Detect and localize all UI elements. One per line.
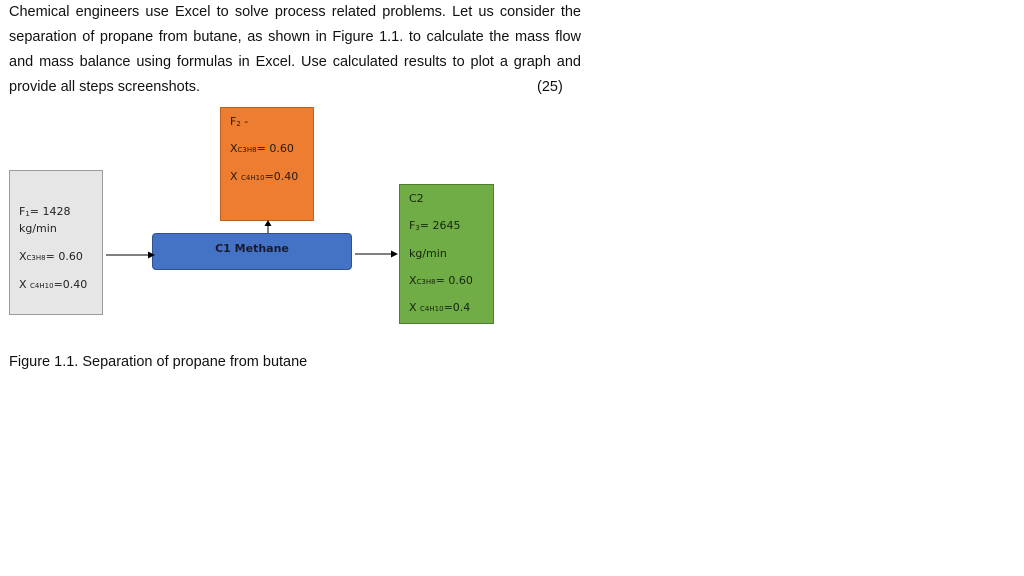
problem-line: provide all steps screenshots.	[9, 79, 201, 95]
bottom-propane-fraction: XC3H8= 0.60	[409, 274, 473, 287]
problem-line: separation of propane from butane, as shown in Figure 1.1. to calculate the mass flow	[9, 29, 581, 45]
separation-column	[152, 233, 352, 270]
top-flow: $F_2$ -	[230, 115, 249, 128]
problem-last-line	[9, 75, 581, 100]
bottom-flow-unit: kg/min	[409, 247, 447, 260]
column-to-top-arrow	[261, 220, 275, 234]
bottom-product-box	[399, 184, 494, 324]
bottom-butane-fraction: X C4H10=0.4	[409, 301, 471, 314]
column-label: C1 Methane	[215, 242, 289, 255]
column-to-bottom-arrow	[353, 247, 399, 261]
top-propane-fraction: XC3H8= 0.60	[230, 142, 294, 155]
feed-to-column-arrow	[104, 248, 156, 262]
feed-flow-unit: kg/min	[19, 222, 57, 235]
feed-stream-box	[9, 170, 103, 315]
bottom-flow: $F_3= 2645$	[409, 219, 461, 232]
problem-line: Chemical engineers use Excel to solve process related problems. Let us consider the	[9, 4, 581, 20]
feed-flow: $F_1= 1428$	[19, 205, 71, 218]
figure-caption: Figure 1.1. Separation of propane from butane	[9, 354, 308, 370]
problem-line: and mass balance using formulas in Excel. Use calculated results to plot a graph and	[9, 54, 581, 70]
problem-statement	[9, 0, 581, 100]
problem-points: (25)	[537, 79, 563, 95]
feed-propane-fraction: XC3H8= 0.60	[19, 250, 83, 263]
top-product-box	[220, 107, 314, 221]
feed-butane-fraction: X C4H10=0.40	[19, 278, 88, 291]
bottom-name: C2	[409, 192, 424, 205]
top-butane-fraction: X C4H10=0.40	[230, 170, 299, 183]
